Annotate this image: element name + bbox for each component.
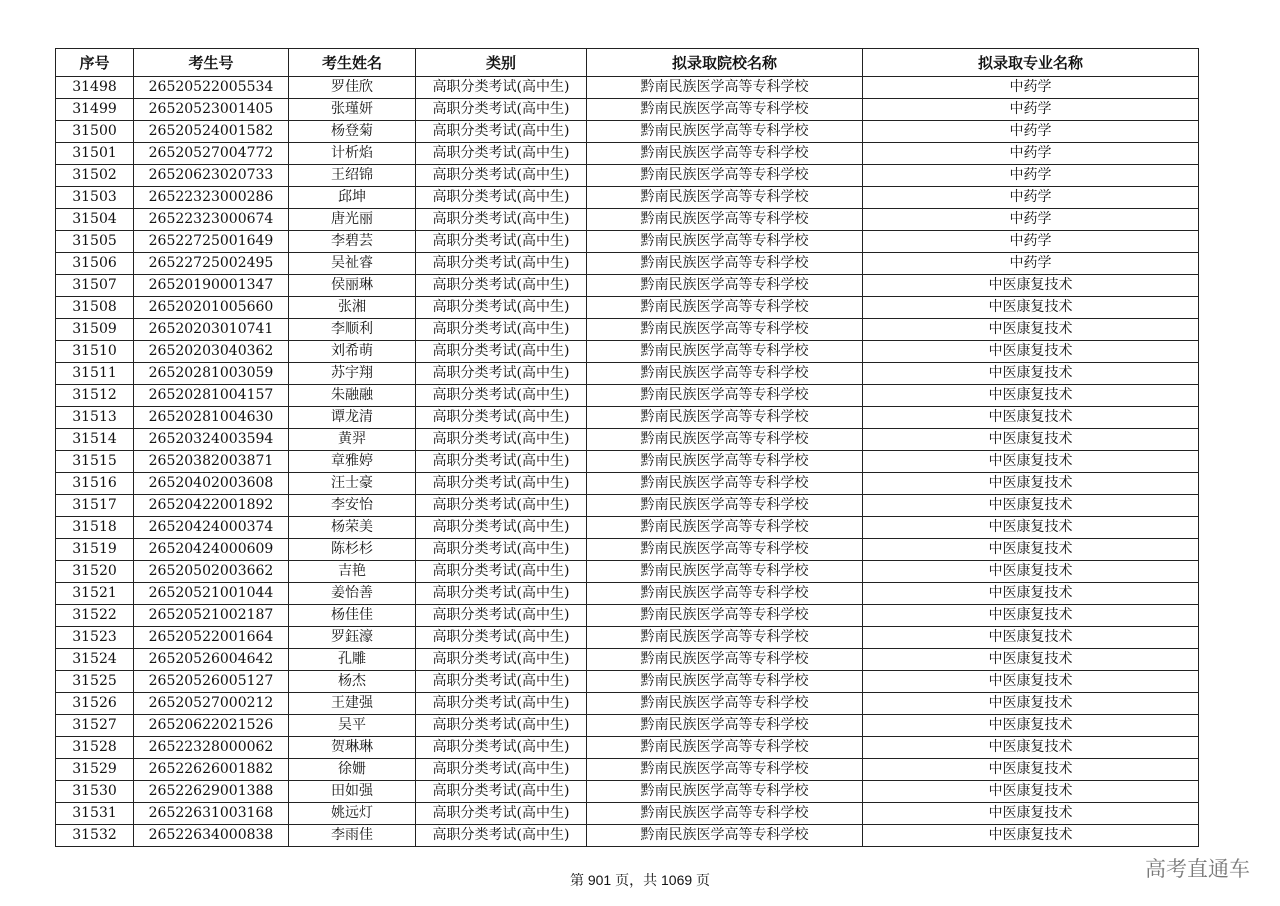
cell-candidate-no: 26520502003662 — [134, 561, 289, 583]
cell-major-name: 中医康复技术 — [863, 385, 1199, 407]
cell-category: 高职分类考试(高中生) — [416, 473, 587, 495]
cell-category: 高职分类考试(高中生) — [416, 99, 587, 121]
cell-school-name: 黔南民族医学高等专科学校 — [587, 121, 863, 143]
cell-candidate-name: 章雅婷 — [289, 451, 416, 473]
cell-major-name: 中药学 — [863, 121, 1199, 143]
cell-candidate-no: 26520424000374 — [134, 517, 289, 539]
cell-school-name: 黔南民族医学高等专科学校 — [587, 143, 863, 165]
cell-candidate-no: 26520524001582 — [134, 121, 289, 143]
cell-category: 高职分类考试(高中生) — [416, 165, 587, 187]
admission-table — [55, 48, 1199, 847]
cell-serial-no: 31524 — [56, 649, 134, 671]
cell-school-name: 黔南民族医学高等专科学校 — [587, 803, 863, 825]
cell-school-name: 黔南民族医学高等专科学校 — [587, 275, 863, 297]
cell-school-name: 黔南民族医学高等专科学校 — [587, 341, 863, 363]
cell-serial-no: 31530 — [56, 781, 134, 803]
page-number: 第 901 页，共 1069 页 — [569, 872, 711, 888]
cell-major-name: 中医康复技术 — [863, 561, 1199, 583]
cell-school-name: 黔南民族医学高等专科学校 — [587, 539, 863, 561]
cell-candidate-no: 26520203040362 — [134, 341, 289, 363]
table-row — [56, 583, 1199, 605]
table-row — [56, 363, 1199, 385]
cell-serial-no: 31511 — [56, 363, 134, 385]
cell-candidate-no: 26520622021526 — [134, 715, 289, 737]
cell-category: 高职分类考试(高中生) — [416, 517, 587, 539]
cell-school-name: 黔南民族医学高等专科学校 — [587, 737, 863, 759]
cell-candidate-name: 张瑾妍 — [289, 99, 416, 121]
cell-candidate-name: 邱坤 — [289, 187, 416, 209]
cell-category: 高职分类考试(高中生) — [416, 693, 587, 715]
cell-category: 高职分类考试(高中生) — [416, 781, 587, 803]
cell-serial-no: 31525 — [56, 671, 134, 693]
table-row — [56, 627, 1199, 649]
column-header-major-name: 拟录取专业名称 — [863, 49, 1199, 77]
cell-candidate-name: 李雨佳 — [289, 825, 416, 847]
cell-serial-no: 31505 — [56, 231, 134, 253]
table-row — [56, 517, 1199, 539]
cell-school-name: 黔南民族医学高等专科学校 — [587, 363, 863, 385]
cell-major-name: 中医康复技术 — [863, 341, 1199, 363]
cell-category: 高职分类考试(高中生) — [416, 759, 587, 781]
cell-serial-no: 31518 — [56, 517, 134, 539]
cell-candidate-no: 26520281004630 — [134, 407, 289, 429]
cell-candidate-name: 王绍锦 — [289, 165, 416, 187]
cell-school-name: 黔南民族医学高等专科学校 — [587, 627, 863, 649]
cell-candidate-name: 刘希萌 — [289, 341, 416, 363]
cell-school-name: 黔南民族医学高等专科学校 — [587, 671, 863, 693]
cell-serial-no: 31514 — [56, 429, 134, 451]
cell-candidate-name: 计析焰 — [289, 143, 416, 165]
table-row — [56, 605, 1199, 627]
cell-candidate-name: 李碧芸 — [289, 231, 416, 253]
cell-major-name: 中医康复技术 — [863, 759, 1199, 781]
cell-category: 高职分类考试(高中生) — [416, 495, 587, 517]
cell-serial-no: 31507 — [56, 275, 134, 297]
cell-candidate-name: 王建强 — [289, 693, 416, 715]
cell-serial-no: 31523 — [56, 627, 134, 649]
column-header-candidate-name: 考生姓名 — [289, 49, 416, 77]
cell-serial-no: 31522 — [56, 605, 134, 627]
cell-major-name: 中药学 — [863, 99, 1199, 121]
table-row — [56, 539, 1199, 561]
cell-serial-no: 31520 — [56, 561, 134, 583]
column-header-school-name: 拟录取院校名称 — [587, 49, 863, 77]
cell-candidate-name: 杨杰 — [289, 671, 416, 693]
table-row — [56, 737, 1199, 759]
cell-candidate-no: 26520424000609 — [134, 539, 289, 561]
cell-candidate-no: 26520281004157 — [134, 385, 289, 407]
table-row — [56, 429, 1199, 451]
cell-major-name: 中医康复技术 — [863, 495, 1199, 517]
cell-candidate-name: 杨登菊 — [289, 121, 416, 143]
cell-candidate-name: 苏宇翔 — [289, 363, 416, 385]
cell-school-name: 黔南民族医学高等专科学校 — [587, 319, 863, 341]
cell-school-name: 黔南民族医学高等专科学校 — [587, 77, 863, 99]
cell-category: 高职分类考试(高中生) — [416, 825, 587, 847]
table-row — [56, 561, 1199, 583]
cell-major-name: 中医康复技术 — [863, 825, 1199, 847]
table-row — [56, 385, 1199, 407]
cell-major-name: 中药学 — [863, 209, 1199, 231]
cell-candidate-no: 26522626001882 — [134, 759, 289, 781]
cell-major-name: 中医康复技术 — [863, 803, 1199, 825]
cell-serial-no: 31506 — [56, 253, 134, 275]
cell-candidate-name: 黄羿 — [289, 429, 416, 451]
cell-candidate-name: 姜怡善 — [289, 583, 416, 605]
cell-candidate-name: 谭龙清 — [289, 407, 416, 429]
cell-category: 高职分类考试(高中生) — [416, 451, 587, 473]
cell-serial-no: 31501 — [56, 143, 134, 165]
cell-serial-no: 31517 — [56, 495, 134, 517]
cell-candidate-name: 陈杉杉 — [289, 539, 416, 561]
header-row — [56, 49, 1199, 77]
cell-category: 高职分类考试(高中生) — [416, 539, 587, 561]
cell-serial-no: 31528 — [56, 737, 134, 759]
cell-candidate-no: 26520522005534 — [134, 77, 289, 99]
cell-major-name: 中药学 — [863, 165, 1199, 187]
cell-serial-no: 31515 — [56, 451, 134, 473]
cell-category: 高职分类考试(高中生) — [416, 275, 587, 297]
cell-major-name: 中医康复技术 — [863, 539, 1199, 561]
cell-candidate-name: 罗佳欣 — [289, 77, 416, 99]
cell-category: 高职分类考试(高中生) — [416, 803, 587, 825]
cell-serial-no: 31508 — [56, 297, 134, 319]
cell-school-name: 黔南民族医学高等专科学校 — [587, 407, 863, 429]
cell-major-name: 中医康复技术 — [863, 583, 1199, 605]
cell-major-name: 中药学 — [863, 143, 1199, 165]
cell-serial-no: 31529 — [56, 759, 134, 781]
cell-category: 高职分类考试(高中生) — [416, 253, 587, 275]
cell-candidate-no: 26520623020733 — [134, 165, 289, 187]
table-row — [56, 99, 1199, 121]
cell-candidate-name: 杨佳佳 — [289, 605, 416, 627]
cell-candidate-no: 26522323000286 — [134, 187, 289, 209]
cell-school-name: 黔南民族医学高等专科学校 — [587, 649, 863, 671]
cell-candidate-no: 26520526004642 — [134, 649, 289, 671]
cell-serial-no: 31526 — [56, 693, 134, 715]
cell-serial-no: 31512 — [56, 385, 134, 407]
cell-major-name: 中医康复技术 — [863, 319, 1199, 341]
cell-major-name: 中医康复技术 — [863, 297, 1199, 319]
cell-serial-no: 31521 — [56, 583, 134, 605]
cell-school-name: 黔南民族医学高等专科学校 — [587, 209, 863, 231]
cell-candidate-no: 26520324003594 — [134, 429, 289, 451]
table-row — [56, 803, 1199, 825]
table-row — [56, 275, 1199, 297]
cell-school-name: 黔南民族医学高等专科学校 — [587, 759, 863, 781]
table-row — [56, 77, 1199, 99]
cell-serial-no: 31498 — [56, 77, 134, 99]
cell-school-name: 黔南民族医学高等专科学校 — [587, 451, 863, 473]
cell-category: 高职分类考试(高中生) — [416, 715, 587, 737]
table-row — [56, 121, 1199, 143]
cell-school-name: 黔南民族医学高等专科学校 — [587, 99, 863, 121]
table-row — [56, 781, 1199, 803]
cell-category: 高职分类考试(高中生) — [416, 231, 587, 253]
cell-school-name: 黔南民族医学高等专科学校 — [587, 385, 863, 407]
cell-serial-no: 31519 — [56, 539, 134, 561]
cell-candidate-no: 26520523001405 — [134, 99, 289, 121]
cell-major-name: 中医康复技术 — [863, 473, 1199, 495]
cell-major-name: 中医康复技术 — [863, 627, 1199, 649]
table-row — [56, 187, 1199, 209]
cell-candidate-no: 26520521002187 — [134, 605, 289, 627]
cell-candidate-no: 26522328000062 — [134, 737, 289, 759]
cell-category: 高职分类考试(高中生) — [416, 671, 587, 693]
cell-candidate-name: 徐姗 — [289, 759, 416, 781]
cell-candidate-name: 李顺利 — [289, 319, 416, 341]
cell-serial-no: 31532 — [56, 825, 134, 847]
column-header-serial-no: 序号 — [56, 49, 134, 77]
cell-candidate-name: 吴平 — [289, 715, 416, 737]
cell-school-name: 黔南民族医学高等专科学校 — [587, 187, 863, 209]
cell-major-name: 中药学 — [863, 187, 1199, 209]
cell-candidate-name: 唐光丽 — [289, 209, 416, 231]
cell-candidate-no: 26520382003871 — [134, 451, 289, 473]
cell-major-name: 中医康复技术 — [863, 363, 1199, 385]
cell-school-name: 黔南民族医学高等专科学校 — [587, 781, 863, 803]
cell-candidate-name: 罗鈺濠 — [289, 627, 416, 649]
cell-category: 高职分类考试(高中生) — [416, 649, 587, 671]
cell-serial-no: 31510 — [56, 341, 134, 363]
cell-candidate-no: 26520201005660 — [134, 297, 289, 319]
cell-candidate-name: 李安怡 — [289, 495, 416, 517]
cell-category: 高职分类考试(高中生) — [416, 605, 587, 627]
cell-major-name: 中药学 — [863, 231, 1199, 253]
table-row — [56, 231, 1199, 253]
cell-candidate-name: 姚远灯 — [289, 803, 416, 825]
cell-major-name: 中医康复技术 — [863, 429, 1199, 451]
table-row — [56, 495, 1199, 517]
cell-candidate-no: 26520527000212 — [134, 693, 289, 715]
cell-school-name: 黔南民族医学高等专科学校 — [587, 429, 863, 451]
cell-candidate-name: 吴祉睿 — [289, 253, 416, 275]
table-row — [56, 649, 1199, 671]
cell-candidate-name: 孔雕 — [289, 649, 416, 671]
cell-candidate-name: 侯丽琳 — [289, 275, 416, 297]
table-row — [56, 473, 1199, 495]
cell-category: 高职分类考试(高中生) — [416, 363, 587, 385]
cell-candidate-no: 26520402003608 — [134, 473, 289, 495]
brand-watermark: 高考直通车 — [1145, 857, 1250, 881]
cell-candidate-no: 26522323000674 — [134, 209, 289, 231]
cell-school-name: 黔南民族医学高等专科学校 — [587, 693, 863, 715]
table-row — [56, 253, 1199, 275]
cell-category: 高职分类考试(高中生) — [416, 143, 587, 165]
table-row — [56, 825, 1199, 847]
cell-candidate-name: 张湘 — [289, 297, 416, 319]
cell-category: 高职分类考试(高中生) — [416, 407, 587, 429]
table-row — [56, 319, 1199, 341]
cell-candidate-name: 汪士豪 — [289, 473, 416, 495]
cell-major-name: 中医康复技术 — [863, 693, 1199, 715]
cell-candidate-no: 26522629001388 — [134, 781, 289, 803]
cell-candidate-name: 田如强 — [289, 781, 416, 803]
cell-school-name: 黔南民族医学高等专科学校 — [587, 583, 863, 605]
cell-candidate-no: 26520422001892 — [134, 495, 289, 517]
table-row — [56, 143, 1199, 165]
cell-major-name: 中药学 — [863, 253, 1199, 275]
table-row — [56, 297, 1199, 319]
cell-candidate-no: 26520526005127 — [134, 671, 289, 693]
cell-serial-no: 31502 — [56, 165, 134, 187]
cell-school-name: 黔南民族医学高等专科学校 — [587, 473, 863, 495]
cell-candidate-name: 朱融融 — [289, 385, 416, 407]
table-row — [56, 671, 1199, 693]
cell-candidate-no: 26522725002495 — [134, 253, 289, 275]
cell-candidate-no: 26520527004772 — [134, 143, 289, 165]
table-row — [56, 693, 1199, 715]
cell-major-name: 中医康复技术 — [863, 671, 1199, 693]
cell-candidate-no: 26520203010741 — [134, 319, 289, 341]
cell-school-name: 黔南民族医学高等专科学校 — [587, 561, 863, 583]
table-row — [56, 715, 1199, 737]
cell-category: 高职分类考试(高中生) — [416, 561, 587, 583]
cell-major-name: 中医康复技术 — [863, 275, 1199, 297]
cell-school-name: 黔南民族医学高等专科学校 — [587, 715, 863, 737]
table-row — [56, 165, 1199, 187]
cell-major-name: 中医康复技术 — [863, 715, 1199, 737]
cell-category: 高职分类考试(高中生) — [416, 187, 587, 209]
cell-major-name: 中医康复技术 — [863, 781, 1199, 803]
cell-candidate-name: 贺琳琳 — [289, 737, 416, 759]
cell-category: 高职分类考试(高中生) — [416, 429, 587, 451]
column-header-category: 类别 — [416, 49, 587, 77]
cell-candidate-no: 26520521001044 — [134, 583, 289, 605]
cell-category: 高职分类考试(高中生) — [416, 627, 587, 649]
cell-school-name: 黔南民族医学高等专科学校 — [587, 825, 863, 847]
cell-serial-no: 31527 — [56, 715, 134, 737]
cell-major-name: 中医康复技术 — [863, 517, 1199, 539]
cell-school-name: 黔南民族医学高等专科学校 — [587, 297, 863, 319]
cell-school-name: 黔南民族医学高等专科学校 — [587, 495, 863, 517]
cell-candidate-no: 26522634000838 — [134, 825, 289, 847]
cell-category: 高职分类考试(高中生) — [416, 737, 587, 759]
cell-major-name: 中药学 — [863, 77, 1199, 99]
cell-serial-no: 31500 — [56, 121, 134, 143]
cell-school-name: 黔南民族医学高等专科学校 — [587, 253, 863, 275]
table-row — [56, 759, 1199, 781]
cell-serial-no: 31516 — [56, 473, 134, 495]
table-row — [56, 209, 1199, 231]
cell-serial-no: 31503 — [56, 187, 134, 209]
cell-school-name: 黔南民族医学高等专科学校 — [587, 165, 863, 187]
cell-school-name: 黔南民族医学高等专科学校 — [587, 231, 863, 253]
cell-category: 高职分类考试(高中生) — [416, 341, 587, 363]
cell-candidate-no: 26522725001649 — [134, 231, 289, 253]
table-row — [56, 407, 1199, 429]
cell-major-name: 中医康复技术 — [863, 407, 1199, 429]
cell-candidate-no: 26522631003168 — [134, 803, 289, 825]
cell-category: 高职分类考试(高中生) — [416, 297, 587, 319]
cell-serial-no: 31504 — [56, 209, 134, 231]
cell-category: 高职分类考试(高中生) — [416, 209, 587, 231]
cell-major-name: 中医康复技术 — [863, 451, 1199, 473]
table-row — [56, 451, 1199, 473]
cell-serial-no: 31513 — [56, 407, 134, 429]
cell-major-name: 中医康复技术 — [863, 605, 1199, 627]
cell-candidate-name: 杨荣美 — [289, 517, 416, 539]
column-header-candidate-no: 考生号 — [134, 49, 289, 77]
cell-serial-no: 31499 — [56, 99, 134, 121]
table-row — [56, 341, 1199, 363]
cell-category: 高职分类考试(高中生) — [416, 121, 587, 143]
cell-major-name: 中医康复技术 — [863, 737, 1199, 759]
cell-serial-no: 31531 — [56, 803, 134, 825]
cell-school-name: 黔南民族医学高等专科学校 — [587, 605, 863, 627]
cell-major-name: 中医康复技术 — [863, 649, 1199, 671]
cell-serial-no: 31509 — [56, 319, 134, 341]
cell-category: 高职分类考试(高中生) — [416, 385, 587, 407]
cell-candidate-no: 26520190001347 — [134, 275, 289, 297]
cell-candidate-no: 26520281003059 — [134, 363, 289, 385]
cell-category: 高职分类考试(高中生) — [416, 583, 587, 605]
cell-category: 高职分类考试(高中生) — [416, 319, 587, 341]
cell-candidate-name: 吉艳 — [289, 561, 416, 583]
cell-category: 高职分类考试(高中生) — [416, 77, 587, 99]
cell-candidate-no: 26520522001664 — [134, 627, 289, 649]
cell-school-name: 黔南民族医学高等专科学校 — [587, 517, 863, 539]
